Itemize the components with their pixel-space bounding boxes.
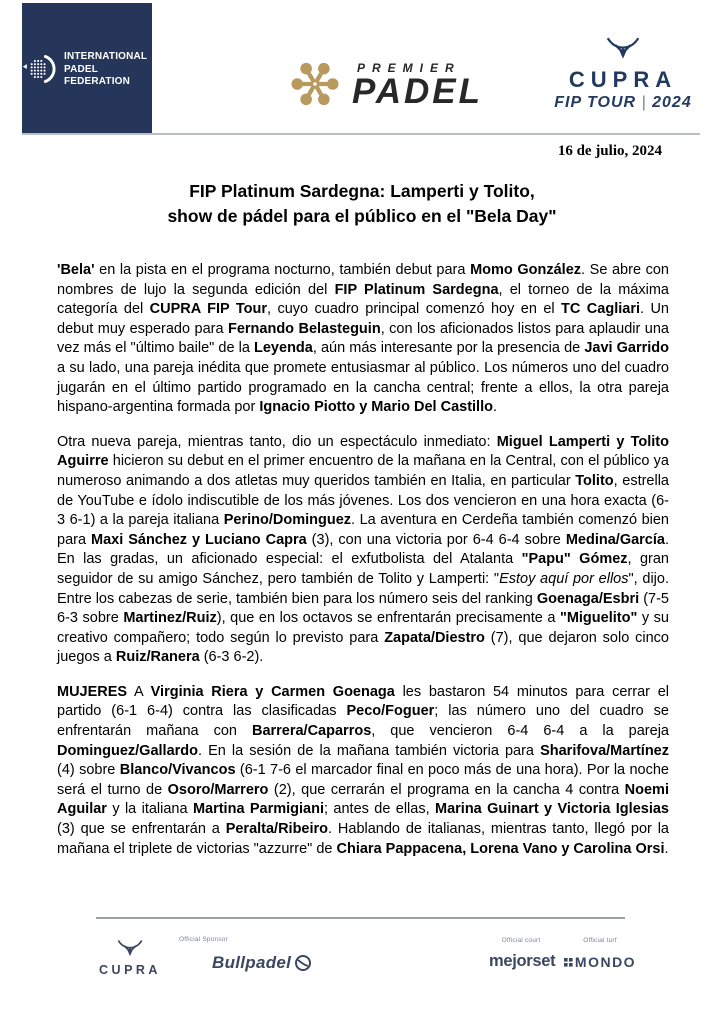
text-segment: Javi Garrido [584,340,670,357]
text-segment: ; antes de ellas, [324,801,435,818]
padel-label: PADEL [352,71,484,111]
bullpadel-text: Bullpadel [212,953,292,972]
ipf-logo-text [64,50,147,88]
text-segment: "Miguelito" [559,610,638,627]
divider-bar: | [641,94,647,111]
title-line-1: FIP Platinum Sardegna: Lamperti y Tolito, [189,181,535,201]
sponsor-mejorset [489,937,556,971]
text-segment: . Se abre con nombres de lujo la segunda edición del [57,262,669,298]
text-segment: MUJERES [57,683,128,700]
text-segment: ", dijo. Entre los cabezas de serie, también bien para los número seis del ranking [57,570,669,607]
fip-tour-text: FIP TOUR [554,94,637,111]
text-segment: Tolito [575,472,614,489]
text-segment: Zapata/Diestro [384,629,485,646]
mondo-text: MONDO [574,954,637,970]
article-body [57,261,669,874]
text-segment: CUPRA FIP Tour [149,301,267,318]
text-segment: 'Bela' [57,262,95,278]
text-segment: Chiara Pappacena, Lorena Vano y Carolina Orsi [336,840,665,857]
text-segment: . Un debut muy esperado para [57,301,669,337]
text-segment: hicieron su debut en el primer encuentro de la mañana en la Central, con el público ya numeroso animando a dos atletas muy queridos también en Italia, en particular [57,453,669,489]
cupra-wordmark: CUPRA [568,67,678,92]
text-segment: (7-5 6-3 sobre [57,590,669,627]
text-segment: (2), que cerrarán el programa en la cancha 4 contra [268,781,625,798]
text-segment: ), que en los octavos se enfrentarán precisamente a [216,610,560,627]
text-segment: Barrera/Caparros [251,723,372,740]
mondo-label: Official turf [583,937,617,944]
text-segment: Martinez/Ruiz [123,610,217,627]
cupra-fip-tour-logo [551,36,695,112]
text-segment: Perino/Dominguez [223,512,352,529]
text-segment: Miguel Lamperti y Tolito Aguirre [57,433,669,470]
sponsor-bullpadel [179,936,312,973]
text-segment: Blanco/Vivancos [119,762,236,779]
text-segment: (3) que se enfrentarán a [57,821,226,838]
text-segment: en la pista en el programa nocturno, también debut para [94,262,471,278]
paragraph [57,433,669,668]
text-segment: . La aventura en Cerdeña también comenzó bien para [57,512,669,548]
text-segment: FIP Platinum Sardegna [334,281,499,298]
text-segment: , el torneo de la máxima categoría del [57,281,669,318]
article-title [0,179,724,229]
premier-padel-logo [287,56,483,112]
article-date: 16 de julio, 2024 [557,143,662,159]
text-segment: Osoro/Marrero [167,781,269,798]
cupra-bull-icon [606,36,640,60]
text-segment: A [127,683,151,700]
text-segment: . En las gradas, un aficionado especial: el exfutbolista del Atalanta [57,531,669,568]
text-segment: TC Cagliari [561,301,640,318]
text-segment: , con los aficionados listos para aplaudir una vez más el "último baile" de la [57,320,670,357]
premier-padel-flower-icon [287,56,343,112]
text-segment: Dominguez/Gallardo [57,742,198,759]
ipf-line-1: INTERNATIONAL [64,50,148,63]
text-segment: Sharifova/Martínez [540,742,669,759]
text-segment: Marina Guinart y Victoria Iglesias [435,801,669,818]
text-segment: . Hablando de italianas, mientras tanto, llegó por la mañana el triplete de victorias "azzurre" de [57,821,669,857]
padel-federation-icon [22,49,57,89]
text-segment: , estrella de YouTube e ídolo indiscutible de los más jóvenes. Los dos vencieron en una hora exacta (6-3 6-1) a la pareja italiana [57,472,669,529]
ipf-line-2: PADEL [64,62,99,75]
text-segment: a su lado, una pareja inédita que promete entusiasmar al público. Los números uno del cuadro jugarán en el último partido programado en la cancha central; frente a ellos, la otra pareja hispano-argentina formada por [57,359,669,416]
paragraph [57,261,669,418]
text-segment: . [664,840,669,857]
cupra-bull-icon-small [117,939,143,957]
sponsor-cupra [94,939,166,977]
text-segment: Leyenda [254,340,313,357]
paragraph [57,683,669,859]
text-segment: Peralta/Ribeiro [225,821,329,838]
mejorset-label: Official court [501,937,541,944]
premier-padel-wordmark [352,60,484,111]
text-segment: Fernando Belasteguin [227,320,381,337]
text-segment: . En la sesión de la mañana también victoria para [198,742,541,759]
text-segment: , aún más interesante por la presencia de [312,340,585,357]
text-segment: Peco/Foguer [346,703,435,720]
text-segment: , gran seguidor de su amigo Sánchez, pero también de Tolito y Lamperti: " [57,551,669,587]
text-segment: y la italiana [106,801,193,818]
bullpadel-wordmark [212,953,312,973]
text-segment: Otra nueva pareja, mientras tanto, dio un espectáculo inmediato: [57,433,497,450]
text-segment: les bastaron 54 minutos para cerrar el partido (6-1 6-4) contra las clasificadas [57,683,669,720]
fip-tour-year: 2024 [652,94,692,111]
text-segment: (4) sobre [57,762,120,779]
ipf-logo [22,3,152,135]
text-segment: (7), que dejaron solo cinco juegos a [57,629,669,666]
text-segment: Virginia Riera y Carmen Goenaga [150,683,395,700]
text-segment: Estoy aquí por ellos [499,570,629,587]
bullpadel-label: Official Sponsor [179,936,228,943]
text-segment: y su creativo compañero; todo según lo previsto para [57,610,669,646]
text-segment: Ignacio Piotto y Mario Del Castillo [259,399,493,416]
text-segment: Ruiz/Ranera [115,649,200,666]
mejorset-wordmark: mejorset [489,952,556,970]
text-segment: Medina/García [565,531,665,548]
premier-label: PREMIER [357,60,461,75]
text-segment: Martina Parmigiani [192,801,325,818]
title-line-2: show de pádel para el público en el "Bela Day" [167,206,557,226]
text-segment: , cuyo cuadro principal comenzó hoy en el [266,301,562,318]
text-segment: (6-1 7-6 el marcador final en poco más de una hora). Por la noche será el turno de [57,762,669,798]
text-segment: , que vencieron 6-4 6-4 a la pareja [371,723,669,740]
text-segment: Goenaga/Esbri [536,590,640,607]
mondo-wordmark [562,954,638,970]
bullpadel-ball-icon [294,954,312,972]
text-segment: Maxi Sánchez y Luciano Capra [91,531,307,548]
text-segment: (6-3 6-2). [199,649,264,666]
text-segment: "Papu" Gómez [521,551,628,568]
cupra-footer-wordmark: CUPRA [99,963,161,977]
fip-tour-label [551,94,695,112]
text-segment: Noemi Aguilar [57,781,669,818]
sponsor-mondo [562,937,638,970]
footer-divider [96,917,625,919]
text-segment: ; las número uno del cuadro se enfrentarán mañana con [57,703,669,740]
mondo-grid-icon [564,958,573,967]
text-segment: (3), con una victoria por 6-4 6-4 sobre [306,531,566,548]
text-segment: . [492,399,498,416]
header-divider [22,133,700,135]
text-segment: Momo González [470,262,582,278]
ipf-line-3: FEDERATION [64,75,131,88]
